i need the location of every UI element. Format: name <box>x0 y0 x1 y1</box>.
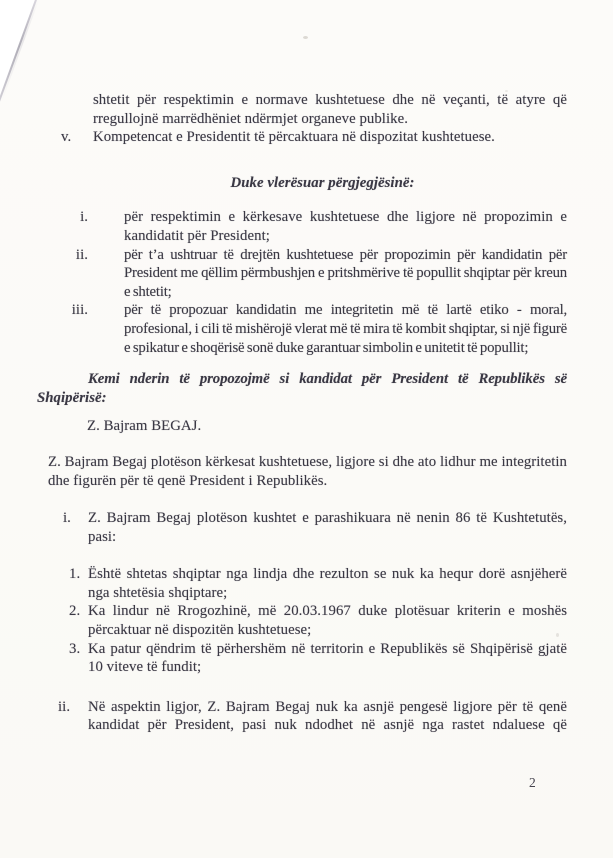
point-item-ii <box>48 698 567 735</box>
list-item-text: për t’a ushtruar të drejtën kushtetuese për propozimin për kandidatin për President me qëllim përmbushjen e pritshmërive të popullit shqiptar për kreun e shtetit; <box>124 246 567 300</box>
statement-paragraph: Z. Bajram Begaj plotëson kërkesat kushtetuese, ligjore si dhe ato lidhur me integritetin dhe figurën për të qenë President i Republikës. <box>48 453 567 489</box>
list-item-text: Ka patur qëndrim të përhershëm në territorin e Republikës së Shqipërisë gjatë 10 viteve të fundit; <box>88 640 567 676</box>
condition-item-2 <box>48 602 567 639</box>
point-item-i <box>48 509 567 546</box>
consideration-item-i <box>48 208 567 245</box>
carryover-paragraph: shtetit për respektimin e normave kushtetuese dhe në veçanti, të atyre që rregullojnë marrëdhëniet ndërmjet organeve publike. <box>93 92 567 127</box>
list-item-text: për respektimin e kërkesave kushtetuese dhe ligjore në propozimin e kandidatit për President; <box>124 209 567 244</box>
considerations-list <box>48 208 567 357</box>
proposal-heading <box>37 370 567 407</box>
point-text: Në aspektin ligjor, Z. Bajram Begaj nuk ka asnjë pengesë ligjore për të qenë kandidat për President, pasi nuk ndodhet në asnjë nga rastet ndaluese që <box>88 698 567 734</box>
list-item-v <box>48 128 567 147</box>
list-marker: 1. <box>69 566 81 583</box>
list-marker: v. <box>61 129 72 146</box>
list-item-text: Është shtetas shqiptar nga lindja dhe rezulton se nuk ka hequr dorë asnjëherë nga shtetësia shqiptare; <box>88 566 567 601</box>
list-item-text: Ka lindur në Rrogozhinë, më 20.03.1967 duke plotësuar kriterin e moshës përcaktuar në dispozitën kushtetuese; <box>88 603 567 639</box>
consideration-item-iii <box>48 301 567 357</box>
point-lead-text: Z. Bajram Begaj plotëson kushtet e parashikuara në nenin 86 të Kushtetutës, pasi: <box>88 510 567 545</box>
consideration-item-ii <box>48 246 567 302</box>
candidate-name: Z. Bajram BEGAJ. <box>87 418 202 435</box>
list-marker: 2. <box>69 603 81 620</box>
page-number: 2 <box>529 775 536 790</box>
list-marker: i. <box>80 209 88 226</box>
proposal-heading-line2: Shqipërisë: <box>37 389 107 406</box>
list-item-text: për të propozuar kandidatin me integritetin më të lartë etiko - moral, profesional, i cili të mishërojë vlerat më të mira të kombit shqiptar, si një figurë e spikatur e shoqërisë sonë duke garantuar simbolin e unitetit të popullit; <box>124 302 567 356</box>
list-marker: iii. <box>71 302 88 319</box>
list-item-text: Kompetencat e Presidentit të përcaktuara në dispozitat kushtetuese. <box>93 129 495 146</box>
proposal-heading-line1: Kemi nderin të propozojmë si kandidat për President të Republikës së <box>88 371 567 388</box>
conditions-list <box>48 565 567 677</box>
heading-considering: Duke vlerësuar përgjegjësinë: <box>230 174 415 191</box>
list-marker: ii. <box>58 698 71 715</box>
condition-item-3 <box>48 640 567 677</box>
carryover-block <box>48 91 567 147</box>
list-marker: 3. <box>69 640 81 657</box>
list-marker: i. <box>63 510 71 527</box>
list-marker: ii. <box>75 246 88 263</box>
condition-item-1 <box>48 565 567 602</box>
